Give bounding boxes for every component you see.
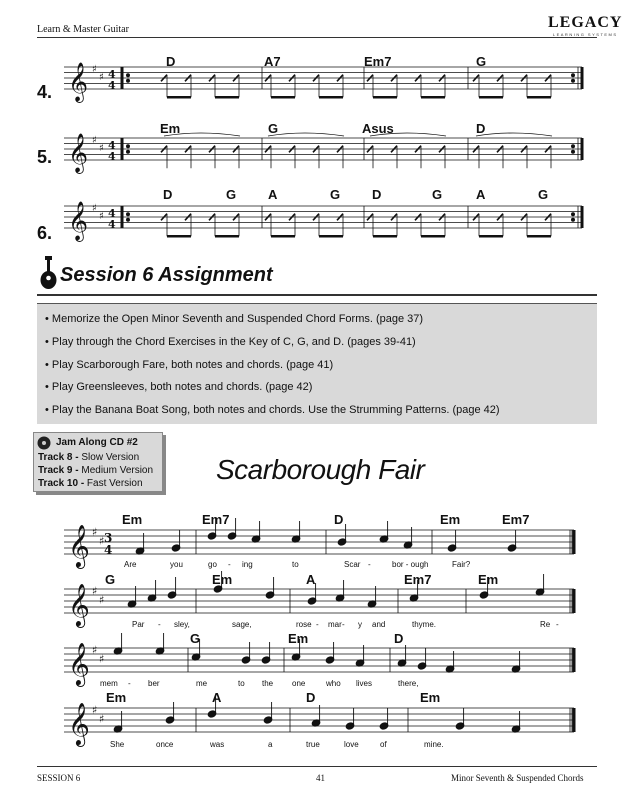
sharp-sign: ♯ xyxy=(92,643,98,657)
assignment-item: • Play through the Chord Exercises in the Key of C, G, and D. (pages 39-41) xyxy=(45,336,416,348)
time-signature: 4 xyxy=(108,79,116,92)
chord-symbol: G xyxy=(268,121,279,136)
lyric-syllable: - xyxy=(158,620,161,629)
time-signature: 3 xyxy=(104,531,113,545)
chord-symbol: Em xyxy=(420,690,441,705)
lyric-syllable: - xyxy=(342,620,345,629)
lyric-syllable: of xyxy=(380,740,387,749)
repeat-dot xyxy=(127,218,130,221)
lyric-syllable: She xyxy=(110,740,125,749)
logo-subtitle: LEARNING SYSTEMS xyxy=(552,32,618,37)
tie xyxy=(476,133,552,136)
chord-symbol: D xyxy=(334,512,344,527)
chord-symbol: G xyxy=(226,187,237,202)
cd-track: Track 10 - Fast Version xyxy=(38,478,143,489)
chord-symbol: Em7 xyxy=(404,572,432,587)
cd-icon xyxy=(37,436,51,450)
chord-symbol: Em xyxy=(212,572,233,587)
assignment-box xyxy=(37,303,597,424)
assignment-item: • Memorize the Open Minor Seventh and Suspended Chord Forms. (page 37) xyxy=(45,313,424,325)
lyric-syllable: lives xyxy=(356,679,373,688)
footer-chapter: Minor Seventh & Suspended Chords xyxy=(451,773,584,783)
time-signature: 4 xyxy=(104,543,113,557)
sharp-sign: ♯ xyxy=(92,202,97,214)
chord-symbol: A7 xyxy=(264,54,281,69)
sharp-sign: ♯ xyxy=(99,72,104,84)
sharp-sign: ♯ xyxy=(92,63,97,75)
chord-symbol: G xyxy=(432,187,443,202)
lyric-syllable: - xyxy=(556,620,559,629)
sharp-sign: ♯ xyxy=(99,712,105,726)
assignment-item: • Play the Banana Boat Song, both notes and chords. Use the Strumming Patterns. (page 42) xyxy=(45,404,500,416)
chord-symbol: D xyxy=(394,631,404,646)
chord-symbol: D xyxy=(372,187,382,202)
chord-symbol: Em7 xyxy=(202,512,230,527)
lyric-syllable: Par xyxy=(132,620,145,629)
sharp-sign: ♯ xyxy=(99,534,105,548)
repeat-dot xyxy=(127,150,130,153)
sharp-sign: ♯ xyxy=(99,652,105,666)
time-signature: 4 xyxy=(108,68,116,81)
cd-track: Track 9 - Medium Version xyxy=(38,465,154,476)
footer-rule xyxy=(37,766,597,767)
chord-symbol: Em xyxy=(122,512,143,527)
lyric-syllable: was xyxy=(210,740,225,749)
sharp-sign: ♯ xyxy=(92,703,98,717)
tie xyxy=(268,133,344,136)
lyric-syllable: once xyxy=(156,740,174,749)
assignment-item: • Play Greensleeves, both notes and chords. (page 42) xyxy=(45,381,313,393)
chord-symbol: G xyxy=(190,631,201,646)
exercise-number: 4. xyxy=(37,82,53,102)
exercise-number: 5. xyxy=(37,147,53,167)
sharp-sign: ♯ xyxy=(99,143,104,155)
exercise-number: 6. xyxy=(37,223,53,243)
song-title: Scarborough Fair xyxy=(216,454,425,485)
section-rule xyxy=(37,294,597,296)
repeat-dot xyxy=(572,145,575,148)
sharp-sign: ♯ xyxy=(92,525,98,539)
chord-symbol: D xyxy=(163,187,173,202)
guitar-icon xyxy=(38,256,58,292)
lyric-syllable: who xyxy=(326,679,341,688)
treble-clef: 𝄞 xyxy=(68,62,89,102)
lyric-syllable: Scar xyxy=(344,560,361,569)
chord-symbol: Em7 xyxy=(364,54,392,69)
running-header: Learn & Master Guitar xyxy=(37,24,129,35)
lyric-syllable: y xyxy=(358,620,362,629)
lyric-syllable: Are xyxy=(124,560,137,569)
lyric-syllable: ber xyxy=(148,679,160,688)
chord-symbol: D xyxy=(166,54,176,69)
lyric-syllable: Fair? xyxy=(452,560,471,569)
sharp-sign: ♯ xyxy=(92,584,98,598)
chord-symbol: D xyxy=(476,121,486,136)
repeat-dot xyxy=(127,145,130,148)
lyric-syllable: thyme. xyxy=(412,620,437,629)
lyric-syllable: mar xyxy=(328,620,342,629)
repeat-dot xyxy=(572,74,575,77)
treble-clef: 𝄞 xyxy=(68,701,90,745)
lyric-syllable: true xyxy=(306,740,320,749)
sharp-sign: ♯ xyxy=(92,134,97,146)
chord-symbol: G xyxy=(476,54,487,69)
repeat-dot xyxy=(572,218,575,221)
chord-symbol: Em7 xyxy=(502,512,530,527)
chord-symbol: D xyxy=(306,690,316,705)
cd-track: Track 8 - Slow Version xyxy=(38,452,140,463)
chord-symbol: Em xyxy=(160,121,181,136)
repeat-dot xyxy=(572,79,575,82)
sharp-sign: ♯ xyxy=(99,211,104,223)
lyric-syllable: love xyxy=(344,740,359,749)
repeat-dot xyxy=(127,79,130,82)
lyric-syllable: me xyxy=(196,679,208,688)
chord-symbol: A xyxy=(268,187,278,202)
lyric-syllable: the xyxy=(262,679,274,688)
chord-symbol: Em xyxy=(288,631,309,646)
footer-section: SESSION 6 xyxy=(37,773,81,783)
chord-symbol: G xyxy=(105,572,116,587)
lyric-syllable: - xyxy=(128,679,131,688)
lyric-syllable: and xyxy=(372,620,386,629)
lyric-syllable: there, xyxy=(398,679,419,688)
lyric-syllable: ing xyxy=(242,560,253,569)
lyric-syllable: Re xyxy=(540,620,551,629)
repeat-dot xyxy=(127,213,130,216)
lyric-syllable: bor - ough xyxy=(392,560,429,569)
cd-title: Jam Along CD #2 xyxy=(56,437,138,448)
lyric-syllable: sley, xyxy=(174,620,190,629)
tie xyxy=(370,133,446,136)
repeat-dot xyxy=(572,150,575,153)
treble-clef: 𝄞 xyxy=(68,201,89,241)
repeat-dot xyxy=(127,74,130,77)
chord-symbol: G xyxy=(330,187,341,202)
lyric-syllable: go xyxy=(208,560,217,569)
chord-symbol: A xyxy=(306,572,316,587)
lyric-syllable: mine. xyxy=(424,740,444,749)
page-number: 41 xyxy=(316,773,325,783)
chord-symbol: Em xyxy=(106,690,127,705)
chord-symbol: A xyxy=(476,187,486,202)
tie xyxy=(164,133,240,136)
assignment-item: • Play Scarborough Fare, both notes and chords. (page 41) xyxy=(45,359,334,371)
lyric-syllable: one xyxy=(292,679,306,688)
chord-symbol: Asus xyxy=(362,121,394,136)
treble-clef: 𝄞 xyxy=(68,582,90,626)
lyric-syllable: sage, xyxy=(232,620,252,629)
lyric-syllable: a xyxy=(268,740,273,749)
treble-clef: 𝄞 xyxy=(68,523,90,567)
time-signature: 4 xyxy=(108,218,116,231)
lyric-syllable: - xyxy=(316,620,319,629)
treble-clef: 𝄞 xyxy=(68,641,90,685)
lyric-syllable: to xyxy=(292,560,299,569)
logo-name: LEGACY xyxy=(548,14,623,31)
chord-symbol: Em xyxy=(440,512,461,527)
lyric-syllable: - xyxy=(228,560,231,569)
chord-symbol: G xyxy=(538,187,549,202)
sharp-sign: ♯ xyxy=(99,593,105,607)
lyric-syllable: you xyxy=(170,560,183,569)
jam-along-cd-box xyxy=(33,432,163,492)
repeat-dot xyxy=(572,213,575,216)
time-signature: 4 xyxy=(108,150,116,163)
lyric-syllable: mem xyxy=(100,679,118,688)
lyric-syllable: rose xyxy=(296,620,312,629)
time-signature: 4 xyxy=(108,207,116,220)
section-title: Session 6 Assignment xyxy=(60,264,273,286)
chord-symbol: Em xyxy=(478,572,499,587)
lyric-syllable: - xyxy=(368,560,371,569)
chord-symbol: A xyxy=(212,690,222,705)
lyric-syllable: to xyxy=(238,679,245,688)
treble-clef: 𝄞 xyxy=(68,133,89,173)
time-signature: 4 xyxy=(108,139,116,152)
